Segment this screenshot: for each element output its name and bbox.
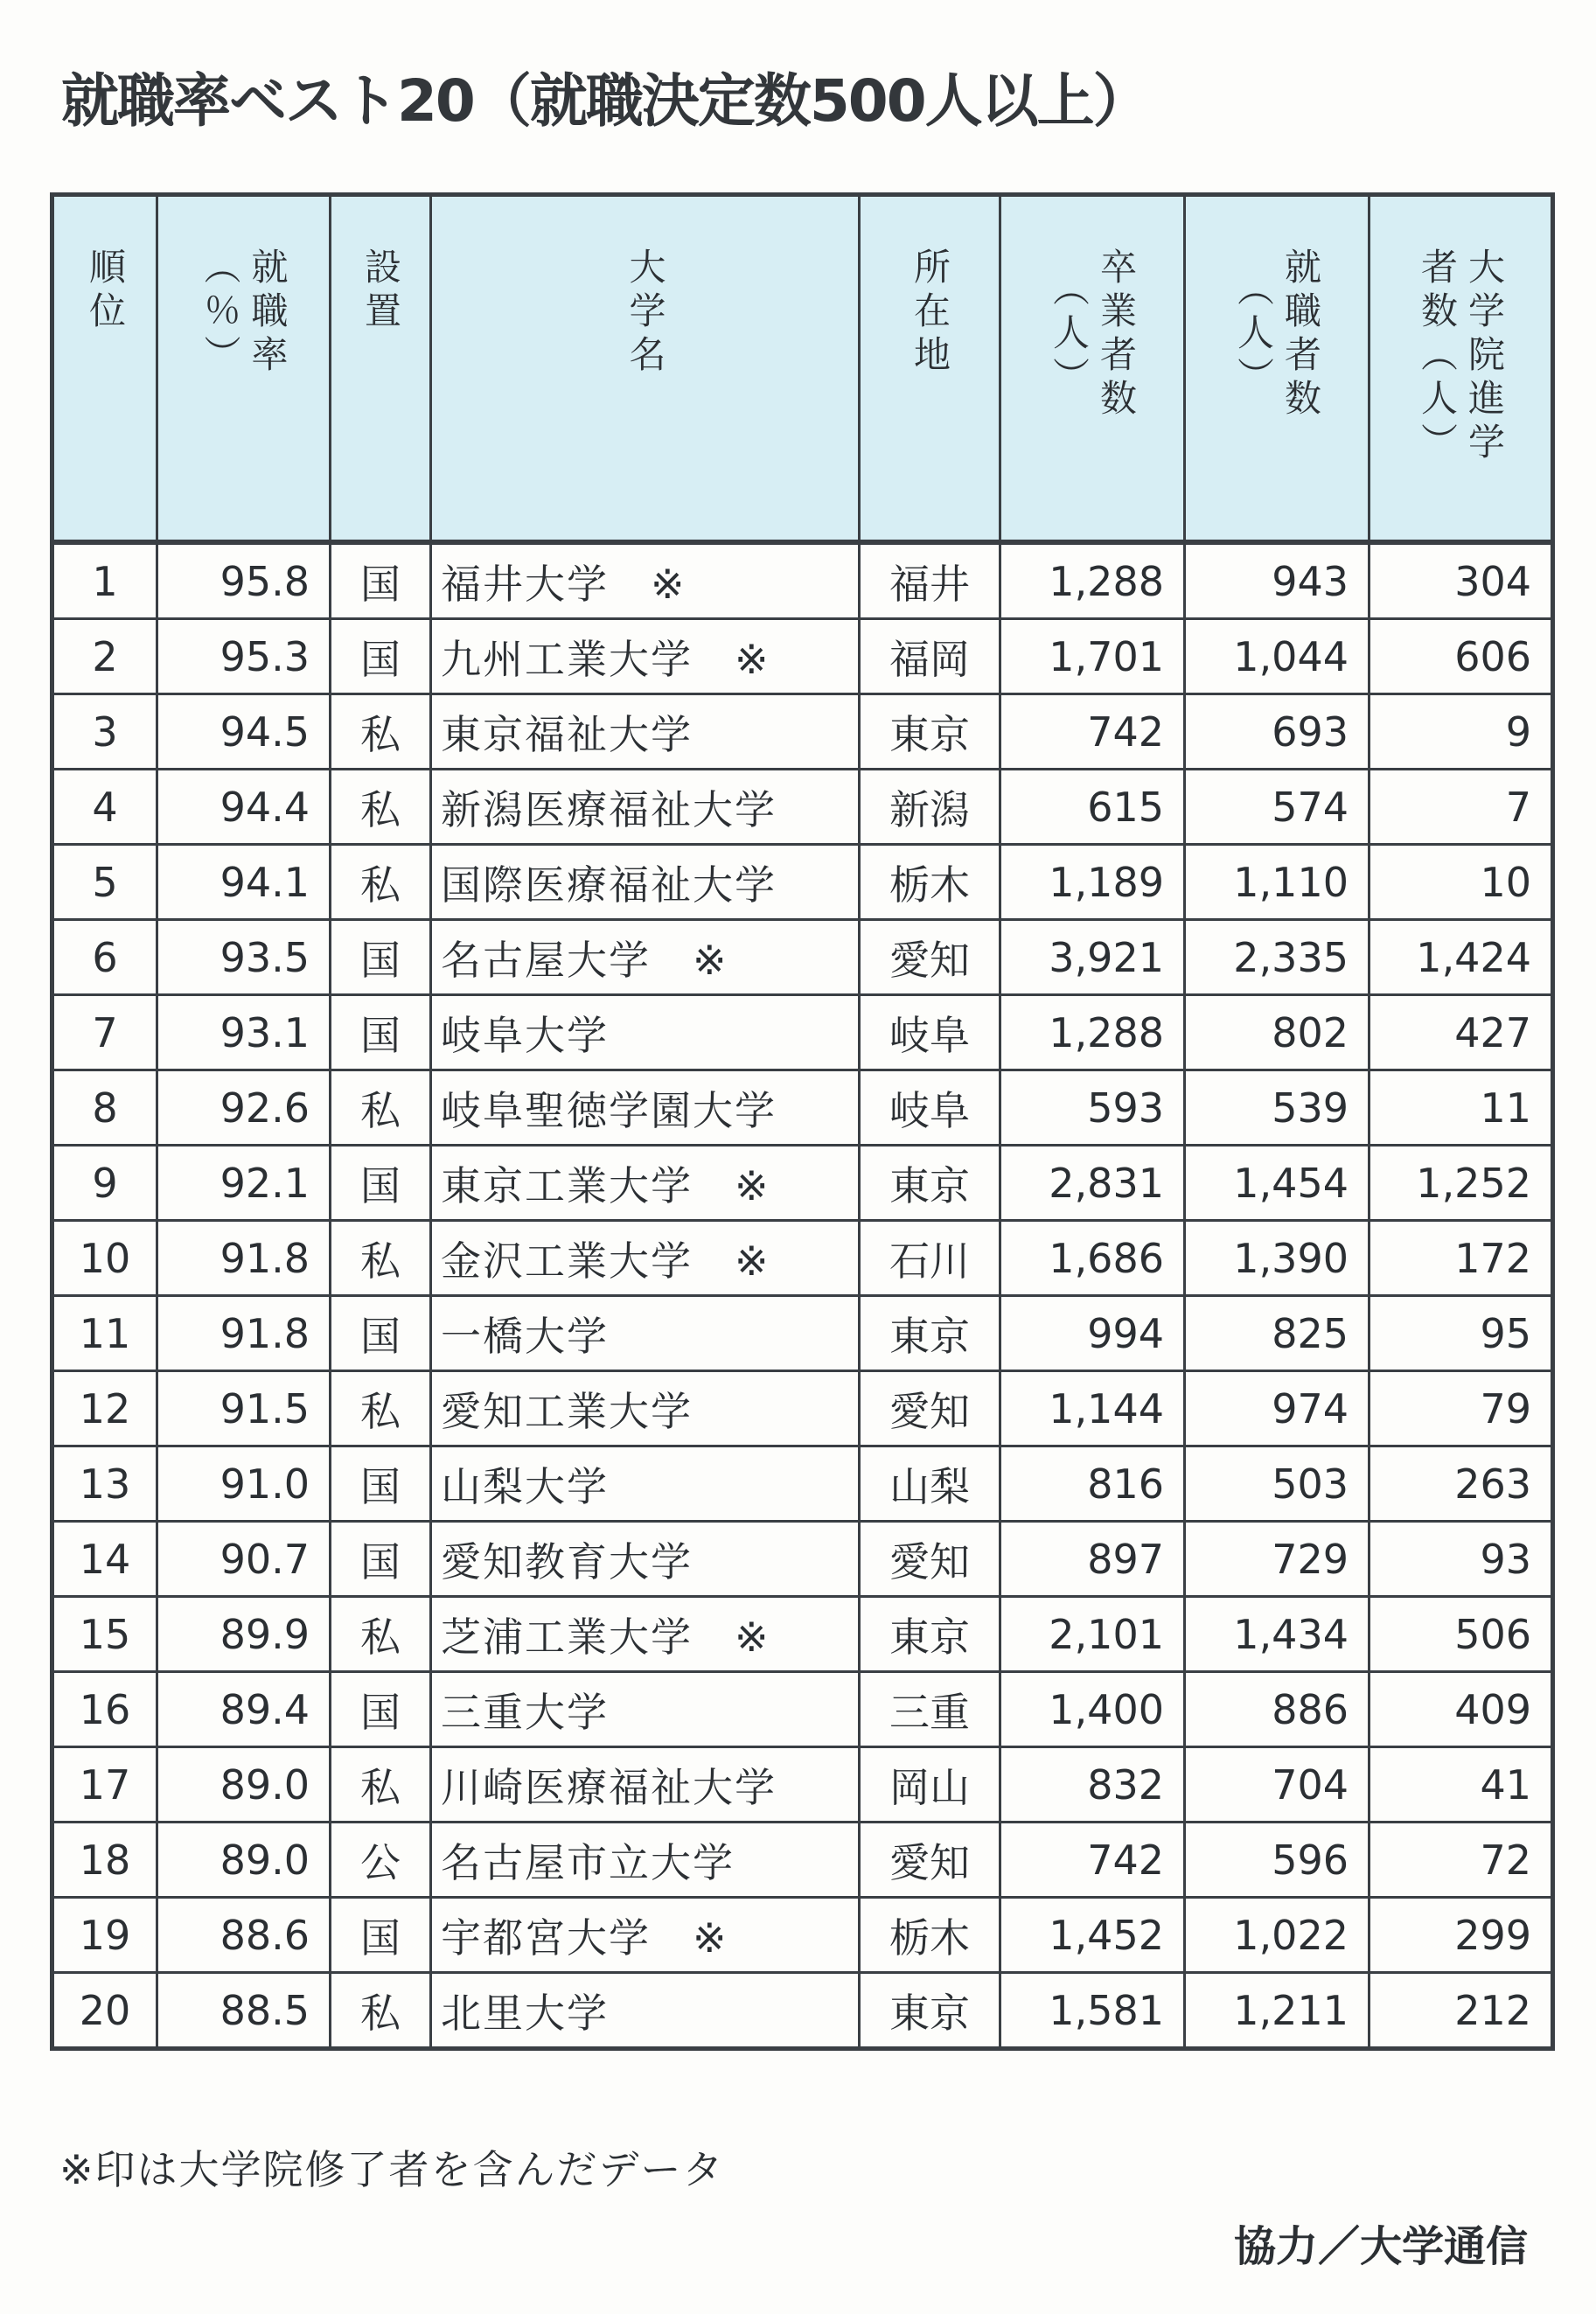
header-line: 就職者数 xyxy=(1279,247,1322,422)
cell-grad-school: 95 xyxy=(1369,1296,1553,1371)
cell-graduates: 1,686 xyxy=(1000,1221,1185,1296)
cell-employed: 1,044 xyxy=(1185,619,1369,694)
cell-establishment: 国 xyxy=(331,1296,431,1371)
cell-university-name: 三重大学 xyxy=(431,1672,860,1747)
header-grad-school xyxy=(1369,195,1553,543)
cell-employment-rate: 92.6 xyxy=(157,1070,331,1146)
cell-employed: 886 xyxy=(1185,1672,1369,1747)
cell-university-name: 川崎医療福祉大学 xyxy=(431,1747,860,1823)
cell-grad-school: 263 xyxy=(1369,1446,1553,1522)
cell-location: 栃木 xyxy=(860,845,1000,920)
cell-rank: 11 xyxy=(52,1296,157,1371)
table-row xyxy=(52,1146,1553,1221)
cell-graduates: 742 xyxy=(1000,694,1185,770)
cell-establishment: 私 xyxy=(331,1597,431,1672)
cell-location: 新潟 xyxy=(860,770,1000,845)
page-title: 就職率ベスト20（就職決定数500人以上） xyxy=(61,67,1149,135)
cell-rank: 2 xyxy=(52,619,157,694)
cell-rank: 4 xyxy=(52,770,157,845)
header-establishment xyxy=(331,195,431,543)
cell-employment-rate: 89.9 xyxy=(157,1597,331,1672)
cell-establishment: 私 xyxy=(331,1221,431,1296)
footnote: ※印は大学院修了者を含んだデータ xyxy=(59,2146,725,2193)
cell-grad-school: 172 xyxy=(1369,1221,1553,1296)
header-label xyxy=(432,197,858,379)
cell-location: 石川 xyxy=(860,1221,1000,1296)
cell-employed: 943 xyxy=(1185,542,1369,619)
table-row xyxy=(52,542,1553,619)
header-line: 大学名 xyxy=(624,247,667,379)
cell-employment-rate: 93.1 xyxy=(157,995,331,1070)
cell-employed: 1,390 xyxy=(1185,1221,1369,1296)
cell-establishment: 私 xyxy=(331,1747,431,1823)
cell-graduates: 2,831 xyxy=(1000,1146,1185,1221)
cell-employed: 693 xyxy=(1185,694,1369,770)
cell-establishment: 私 xyxy=(331,1070,431,1146)
cell-location: 山梨 xyxy=(860,1446,1000,1522)
cell-employment-rate: 94.1 xyxy=(157,845,331,920)
header-rank xyxy=(52,195,157,543)
cell-rank: 7 xyxy=(52,995,157,1070)
header-label xyxy=(1370,197,1551,466)
cell-employed: 539 xyxy=(1185,1070,1369,1146)
cell-location: 岐阜 xyxy=(860,995,1000,1070)
cell-grad-school: 41 xyxy=(1369,1747,1553,1823)
cell-employed: 802 xyxy=(1185,995,1369,1070)
table-row xyxy=(52,1070,1553,1146)
table-row xyxy=(52,1371,1553,1446)
cell-grad-school: 427 xyxy=(1369,995,1553,1070)
cell-university-name: 岐阜大学 xyxy=(431,995,860,1070)
cell-grad-school: 212 xyxy=(1369,1973,1553,2049)
header-line: （人） xyxy=(1048,269,1091,401)
cell-location: 栃木 xyxy=(860,1898,1000,1973)
header-label xyxy=(861,197,999,379)
cell-university-name: 東京工業大学 ※ xyxy=(431,1146,860,1221)
cell-graduates: 1,581 xyxy=(1000,1973,1185,2049)
cell-location: 東京 xyxy=(860,694,1000,770)
cell-establishment: 私 xyxy=(331,694,431,770)
cell-location: 福岡 xyxy=(860,619,1000,694)
cell-rank: 13 xyxy=(52,1446,157,1522)
header-graduates xyxy=(1000,195,1185,543)
cell-university-name: 北里大学 xyxy=(431,1973,860,2049)
cell-employment-rate: 89.4 xyxy=(157,1672,331,1747)
cell-employment-rate: 91.8 xyxy=(157,1221,331,1296)
cell-grad-school: 93 xyxy=(1369,1522,1553,1597)
table-row xyxy=(52,920,1553,995)
cell-grad-school: 409 xyxy=(1369,1672,1553,1747)
cell-rank: 8 xyxy=(52,1070,157,1146)
cell-location: 東京 xyxy=(860,1146,1000,1221)
cell-establishment: 国 xyxy=(331,542,431,619)
header-employed xyxy=(1185,195,1369,543)
cell-employment-rate: 90.7 xyxy=(157,1522,331,1597)
cell-rank: 20 xyxy=(52,1973,157,2049)
credit: 協力／大学通信 xyxy=(1233,2222,1528,2271)
cell-employment-rate: 95.3 xyxy=(157,619,331,694)
cell-location: 愛知 xyxy=(860,920,1000,995)
cell-establishment: 国 xyxy=(331,920,431,995)
cell-establishment: 国 xyxy=(331,619,431,694)
cell-grad-school: 606 xyxy=(1369,619,1553,694)
table-row xyxy=(52,694,1553,770)
cell-rank: 10 xyxy=(52,1221,157,1296)
cell-employment-rate: 91.5 xyxy=(157,1371,331,1446)
header-label xyxy=(1001,197,1183,422)
header-line: 大学院進学 xyxy=(1463,247,1506,466)
cell-rank: 1 xyxy=(52,542,157,619)
cell-graduates: 615 xyxy=(1000,770,1185,845)
cell-graduates: 1,701 xyxy=(1000,619,1185,694)
cell-university-name: 名古屋市立大学 xyxy=(431,1823,860,1898)
cell-employed: 2,335 xyxy=(1185,920,1369,995)
cell-employment-rate: 94.5 xyxy=(157,694,331,770)
cell-grad-school: 72 xyxy=(1369,1823,1553,1898)
cell-graduates: 1,189 xyxy=(1000,845,1185,920)
cell-graduates: 994 xyxy=(1000,1296,1185,1371)
cell-university-name: 芝浦工業大学 ※ xyxy=(431,1597,860,1672)
header-label xyxy=(54,197,156,335)
cell-establishment: 国 xyxy=(331,1446,431,1522)
header-line: 順位 xyxy=(84,247,127,335)
cell-university-name: 東京福祉大学 xyxy=(431,694,860,770)
cell-location: 岐阜 xyxy=(860,1070,1000,1146)
header-row xyxy=(52,195,1553,543)
cell-establishment: 私 xyxy=(331,1973,431,2049)
cell-employed: 1,434 xyxy=(1185,1597,1369,1672)
cell-graduates: 1,288 xyxy=(1000,542,1185,619)
table-row xyxy=(52,845,1553,920)
cell-establishment: 国 xyxy=(331,1672,431,1747)
header-line: （人） xyxy=(1232,269,1275,401)
table-row xyxy=(52,1823,1553,1898)
header-label xyxy=(158,197,329,379)
header-line: 設置 xyxy=(359,247,402,335)
header-line: 所在地 xyxy=(909,247,951,379)
cell-employed: 596 xyxy=(1185,1823,1369,1898)
cell-location: 愛知 xyxy=(860,1371,1000,1446)
cell-location: 愛知 xyxy=(860,1522,1000,1597)
cell-location: 東京 xyxy=(860,1973,1000,2049)
cell-rank: 19 xyxy=(52,1898,157,1973)
cell-grad-school: 1,252 xyxy=(1369,1146,1553,1221)
cell-employment-rate: 91.0 xyxy=(157,1446,331,1522)
cell-employed: 1,022 xyxy=(1185,1898,1369,1973)
cell-location: 福井 xyxy=(860,542,1000,619)
cell-university-name: 新潟医療福祉大学 xyxy=(431,770,860,845)
cell-grad-school: 1,424 xyxy=(1369,920,1553,995)
header-line: 者数（人） xyxy=(1416,247,1459,466)
cell-grad-school: 79 xyxy=(1369,1371,1553,1446)
cell-employed: 1,211 xyxy=(1185,1973,1369,2049)
cell-grad-school: 299 xyxy=(1369,1898,1553,1973)
cell-graduates: 816 xyxy=(1000,1446,1185,1522)
table-row xyxy=(52,1522,1553,1597)
cell-graduates: 593 xyxy=(1000,1070,1185,1146)
cell-grad-school: 304 xyxy=(1369,542,1553,619)
cell-rank: 6 xyxy=(52,920,157,995)
cell-rank: 16 xyxy=(52,1672,157,1747)
cell-employment-rate: 88.5 xyxy=(157,1973,331,2049)
header-label xyxy=(1186,197,1368,422)
cell-university-name: 金沢工業大学 ※ xyxy=(431,1221,860,1296)
cell-establishment: 国 xyxy=(331,1522,431,1597)
cell-employed: 503 xyxy=(1185,1446,1369,1522)
cell-grad-school: 9 xyxy=(1369,694,1553,770)
header-label xyxy=(331,197,429,335)
cell-employment-rate: 88.6 xyxy=(157,1898,331,1973)
employment-rate-table xyxy=(50,192,1555,2051)
cell-graduates: 1,288 xyxy=(1000,995,1185,1070)
cell-employed: 825 xyxy=(1185,1296,1369,1371)
cell-rank: 18 xyxy=(52,1823,157,1898)
cell-graduates: 1,144 xyxy=(1000,1371,1185,1446)
table-row xyxy=(52,619,1553,694)
cell-employment-rate: 91.8 xyxy=(157,1296,331,1371)
table-row xyxy=(52,1296,1553,1371)
table-row xyxy=(52,1221,1553,1296)
cell-university-name: 国際医療福祉大学 xyxy=(431,845,860,920)
cell-employed: 574 xyxy=(1185,770,1369,845)
cell-university-name: 福井大学 ※ xyxy=(431,542,860,619)
cell-establishment: 私 xyxy=(331,845,431,920)
cell-establishment: 私 xyxy=(331,770,431,845)
cell-rank: 9 xyxy=(52,1146,157,1221)
cell-employment-rate: 89.0 xyxy=(157,1747,331,1823)
cell-employment-rate: 93.5 xyxy=(157,920,331,995)
cell-establishment: 私 xyxy=(331,1371,431,1446)
header-line: （％） xyxy=(199,247,242,379)
table-row xyxy=(52,770,1553,845)
cell-rank: 17 xyxy=(52,1747,157,1823)
cell-graduates: 1,452 xyxy=(1000,1898,1185,1973)
cell-employment-rate: 89.0 xyxy=(157,1823,331,1898)
cell-grad-school: 10 xyxy=(1369,845,1553,920)
header-location xyxy=(860,195,1000,543)
cell-employed: 1,110 xyxy=(1185,845,1369,920)
table-row xyxy=(52,1747,1553,1823)
cell-location: 愛知 xyxy=(860,1823,1000,1898)
table-row xyxy=(52,1898,1553,1973)
cell-establishment: 国 xyxy=(331,1146,431,1221)
cell-rank: 12 xyxy=(52,1371,157,1446)
cell-employed: 704 xyxy=(1185,1747,1369,1823)
cell-grad-school: 7 xyxy=(1369,770,1553,845)
cell-graduates: 3,921 xyxy=(1000,920,1185,995)
cell-university-name: 愛知教育大学 xyxy=(431,1522,860,1597)
cell-rank: 3 xyxy=(52,694,157,770)
table-row xyxy=(52,1672,1553,1747)
cell-employment-rate: 95.8 xyxy=(157,542,331,619)
cell-university-name: 一橋大学 xyxy=(431,1296,860,1371)
cell-establishment: 国 xyxy=(331,1898,431,1973)
header-line: 就職率 xyxy=(246,247,289,379)
cell-location: 東京 xyxy=(860,1597,1000,1672)
cell-graduates: 742 xyxy=(1000,1823,1185,1898)
cell-rank: 14 xyxy=(52,1522,157,1597)
cell-employment-rate: 94.4 xyxy=(157,770,331,845)
cell-graduates: 832 xyxy=(1000,1747,1185,1823)
cell-location: 東京 xyxy=(860,1296,1000,1371)
table-body xyxy=(52,542,1553,2049)
cell-grad-school: 506 xyxy=(1369,1597,1553,1672)
cell-university-name: 九州工業大学 ※ xyxy=(431,619,860,694)
cell-employment-rate: 92.1 xyxy=(157,1146,331,1221)
table-row xyxy=(52,1446,1553,1522)
cell-employed: 974 xyxy=(1185,1371,1369,1446)
cell-university-name: 名古屋大学 ※ xyxy=(431,920,860,995)
cell-establishment: 公 xyxy=(331,1823,431,1898)
cell-location: 三重 xyxy=(860,1672,1000,1747)
header-university-name xyxy=(431,195,860,543)
header-line: 卒業者数 xyxy=(1095,247,1138,422)
cell-rank: 15 xyxy=(52,1597,157,1672)
cell-employed: 1,454 xyxy=(1185,1146,1369,1221)
table-row xyxy=(52,1597,1553,1672)
header-employment-rate xyxy=(157,195,331,543)
cell-grad-school: 11 xyxy=(1369,1070,1553,1146)
cell-employed: 729 xyxy=(1185,1522,1369,1597)
cell-graduates: 1,400 xyxy=(1000,1672,1185,1747)
cell-university-name: 山梨大学 xyxy=(431,1446,860,1522)
table-row xyxy=(52,1973,1553,2049)
cell-graduates: 2,101 xyxy=(1000,1597,1185,1672)
cell-university-name: 愛知工業大学 xyxy=(431,1371,860,1446)
cell-university-name: 岐阜聖徳学園大学 xyxy=(431,1070,860,1146)
cell-university-name: 宇都宮大学 ※ xyxy=(431,1898,860,1973)
cell-graduates: 897 xyxy=(1000,1522,1185,1597)
table-row xyxy=(52,995,1553,1070)
cell-location: 岡山 xyxy=(860,1747,1000,1823)
cell-rank: 5 xyxy=(52,845,157,920)
cell-establishment: 国 xyxy=(331,995,431,1070)
